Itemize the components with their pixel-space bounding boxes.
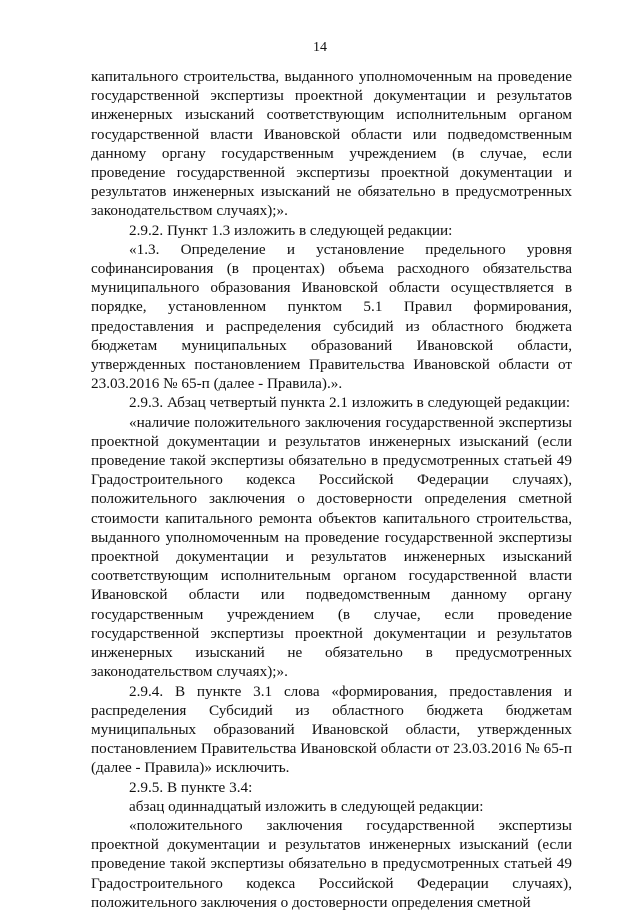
- paragraph-expertise-text: «наличие положительного заключения государственной экспертизы проектной документации и результатов инженерных изысканий (если проведение такой экспертизы обязательно в предусмотренных статьей 49 Градостроительного кодекса Российской Федерации случаях), положительного заключения о достоверности определения сметной стоимости капитального ремонта объектов капитального строительства, выданного уполномоченным на проведение государственной экспертизы проектной документации и результатов инженерных изысканий соответствующим исполнительным органом государственной власти Ивановской области или подведомственным данному органу государственным учреждением (в случае, если проведение государственной экспертизы проектной документации и результатов инженерных изысканий не обязательно в предусмотренных законодательством случаях);».: [91, 413, 572, 681]
- page-number: 14: [313, 40, 327, 55]
- paragraph-2-9-4: 2.9.4. В пункте 3.1 слова «формирования, предоставления и распределения Субсидий из областного бюджета бюджетам муниципальных образований Ивановской области, утвержденных постановлением Правительства Ивановской области от 23.03.2016 № 65-п (далее - Правила)» исключить.: [91, 682, 572, 777]
- paragraph-positive-conclusion: «положительного заключения государственной экспертизы проектной документации и результатов инженерных изысканий (если проведение такой экспертизы обязательно в предусмотренных статьей 49 Градостроительного кодекса Российской Федерации случаях), положительного заключения о достоверности определения сметной: [91, 816, 572, 911]
- paragraph-1-3-text: «1.3. Определение и установление предельного уровня софинансирования (в процентах) объема расходного обязательства муниципального образования Ивановской области осуществляется в порядке, установленном пунктом 5.1 Правил формирования, предоставления и распределения субсидий из областного бюджета бюджетам муниципальных образований Ивановской области, утвержденных постановлением Правительства Ивановской области от 23.03.2016 № 65-п (далее - Правила).».: [91, 240, 572, 393]
- paragraph-2-9-5-heading: 2.9.5. В пункте 3.4:: [129, 778, 253, 796]
- paragraph-2-9-3-heading: 2.9.3. Абзац четвертый пункта 2.1 изложить в следующей редакции:: [129, 394, 571, 412]
- document-body: [91, 67, 572, 912]
- paragraph-eleventh-abzac: абзац одиннадцатый изложить в следующей редакции:: [129, 797, 484, 815]
- paragraph-2-9-2-heading: 2.9.2. Пункт 1.3 изложить в следующей редакции:: [129, 221, 453, 239]
- paragraph-continuation: капитального строительства, выданного уполномоченным на проведение государственной экспертизы проектной документации и результатов инженерных изысканий соответствующим исполнительным органом государственной власти Ивановской области или подведомственным данному органу государственным учреждением (в случае, если проведение государственной экспертизы проектной документации и результатов инженерных изысканий не обязательно в предусмотренных законодательством случаях);».: [91, 68, 572, 220]
